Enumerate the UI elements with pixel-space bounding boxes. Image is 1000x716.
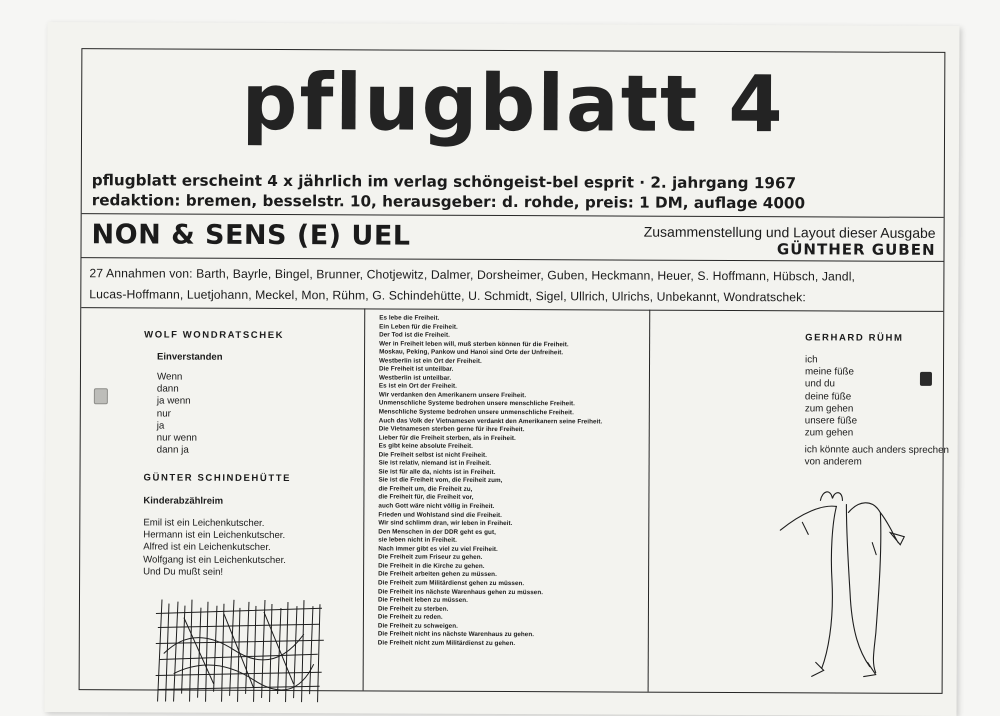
text-line: Sie ist für alle da, nichts ist in Freiheit. [378,468,496,476]
poem-line: ja [156,420,165,432]
poem-author: GÜNTER SCHINDEHÜTTE [143,472,292,485]
text-line: Sie ist relativ, niemand ist in Freiheit. [378,459,492,468]
poem-line: Wenn [156,371,183,383]
paper-clip [94,388,108,404]
poem-title: Einverstanden [157,351,223,363]
page-frame [79,48,950,694]
text-line: Die Freiheit arbeiten gehen zu müssen. [378,570,497,579]
feet-sketch [772,482,943,683]
freedom-text [378,314,603,648]
poem-line: unsere füße [804,415,858,427]
text-line: Die Freiheit nicht zum Militärdienst zu gehen. [377,639,516,647]
poem-line: nur [156,408,171,420]
text-line: Auch das Volk der Vietnamesen verdankt den Amerikanern seine Freiheit. [378,417,603,426]
poem-author: GERHARD RÜHM [805,332,904,344]
poem-line: Und Du mußt sein! [143,566,224,578]
text-line: Die Freiheit selbst ist nicht Freiheit. [378,451,487,459]
issue-title: NON & SENS (E) UEL [91,219,411,252]
text-line: Sie ist die Freiheit vom, die Freiheit zum, [378,476,503,485]
text-line: Unmenschliche Systeme bedrohen unsere menschliche Freiheit. [378,399,575,408]
text-line: Die Freiheit ins nächste Warenhaus gehen zu müssen. [378,587,544,596]
compiled-label: Zusammenstellung und Layout dieser Ausgabe [643,223,936,241]
poem-title: Kinderabzählreim [143,495,224,507]
text-line: Die Freiheit zum Militärdienst gehen zu müssen. [378,579,525,588]
text-line: Die Freiheit zu sterben. [377,605,449,613]
text-line: Westberlin ist unteilbar. [378,374,452,382]
poem-line: von anderem [804,456,862,468]
text-line: die Freiheit für, die Freiheit vor, [378,493,474,502]
text-line: Nach immer gibt es viel zu viel Freiheit. [378,545,498,553]
publication-info: pflugblatt erscheint 4 x jährlich im verlag schöngeist-bel esprit · 2. jahrgang 1967 [91,171,797,193]
text-line: auch Gott wäre nicht völlig in Freiheit. [378,502,495,510]
text-line: Den Menschen in der DDR geht es gut, [378,528,496,536]
poem-lines [805,354,858,440]
poem-line: nur wenn [156,432,198,444]
poem-line: Alfred ist ein Leichenkutscher. [143,541,271,554]
text-line: Die Freiheit nicht ins nächste Warenhaus zu gehen. [377,630,535,639]
poem-line: ja wenn [156,395,191,408]
text-line: Der Tod ist die Freiheit. [379,331,450,339]
masthead-title: pflugblatt 4 [241,57,785,151]
poem-lines [157,371,198,457]
text-line: Westberlin ist ein Ort der Freiheit. [379,357,482,365]
poem-lines [805,444,949,469]
poem-line: dann ja [156,444,189,456]
text-line: Es gibt keine absolute Freiheit. [378,442,474,451]
paper-clip [920,372,932,386]
text-line: Frieden und Wohlstand sind die Freiheit. [378,511,503,519]
poem-line: Hermann ist ein Leichenkutscher. [143,529,286,542]
divider [82,213,944,218]
text-line: Wir verdanken den Amerikanern unsere Freiheit. [378,391,527,400]
contributors-line: Lucas-Hoffmann, Luetjohann, Meckel, Mon, Rühm, G. Schindehütte, U. Schmidt, Sigel, Ullrich, Ulrichs, Unbekannt, Wondratschek: [89,287,806,305]
text-line: Es ist ein Ort der Freiheit. [378,382,457,391]
text-line: Die Freiheit ist unteilbar. [378,365,454,374]
column-divider [363,308,366,690]
text-line: Moskau, Peking, Pankow und Hanoi sind Orte der Unfreiheit. [379,348,564,357]
poem-line: ich [805,354,818,366]
poem-line: dann [156,383,179,395]
poem-line: zum gehen [804,427,854,439]
poem-author: WOLF WONDRATSCHEK [144,329,285,342]
text-line: Die Freiheit zum Friseur zu gehen. [378,553,483,562]
hatched-drawing [154,593,326,704]
editorial-info: redaktion: bremen, besselstr. 10, herausgeber: d. rohde, preis: 1 DM, auflage 4000 [91,191,806,213]
text-line: Lieber für die Freiheit sterben, als in Freiheit. [378,434,516,442]
text-line: Die Freiheit zu schweigen. [377,622,458,630]
text-line: Die Freiheit in die Kirche zu gehen. [378,562,485,570]
text-line: Die Vietnamesen sterben gerne für ihre Freiheit. [378,425,525,434]
text-line: die Freiheit um, die Freiheit zu, [378,485,473,493]
poem-line: zum gehen [804,403,854,415]
poem-line: Emil ist ein Leichenkutscher. [143,517,265,529]
column-divider [648,310,651,692]
text-line: sie leben nicht in Freiheit. [378,536,458,545]
poem-line: meine füße [804,366,855,378]
text-line: Ein Leben für die Freiheit. [379,323,458,331]
contributors-list [89,263,937,309]
compiled-name: GÜNTHER GUBEN [776,240,936,259]
newspaper-sheet [44,22,959,716]
poem-line: deine füße [804,390,852,403]
contributors-line: 27 Annahmen von: Barth, Bayrle, Bingel, Brunner, Chotjewitz, Dalmer, Dorsheimer, Guben, Heckmann, Heuer, S. Hoffmann, Hübsch, Jandl, [89,266,856,284]
text-line: Die Freiheit leben zu müssen. [377,596,468,604]
text-line: Es lebe die Freiheit. [379,314,440,322]
poem-line: und du [804,378,835,390]
poem-line: ich könnte auch anders sprechen [804,444,950,456]
text-line: Wer in Freiheit leben will, muß sterben können für die Freiheit. [379,340,569,348]
text-line: Wir sind schlimm dran, wir leben in Freiheit. [378,519,513,528]
text-line: Die Freiheit zu reden. [377,613,443,621]
poem-lines [143,517,286,579]
compiled-by [644,224,936,259]
poem-line: Wolfgang ist ein Leichenkutscher. [143,554,286,566]
text-line: Menschliche Systeme bedrohen unsere unmenschliche Freiheit. [378,408,574,417]
